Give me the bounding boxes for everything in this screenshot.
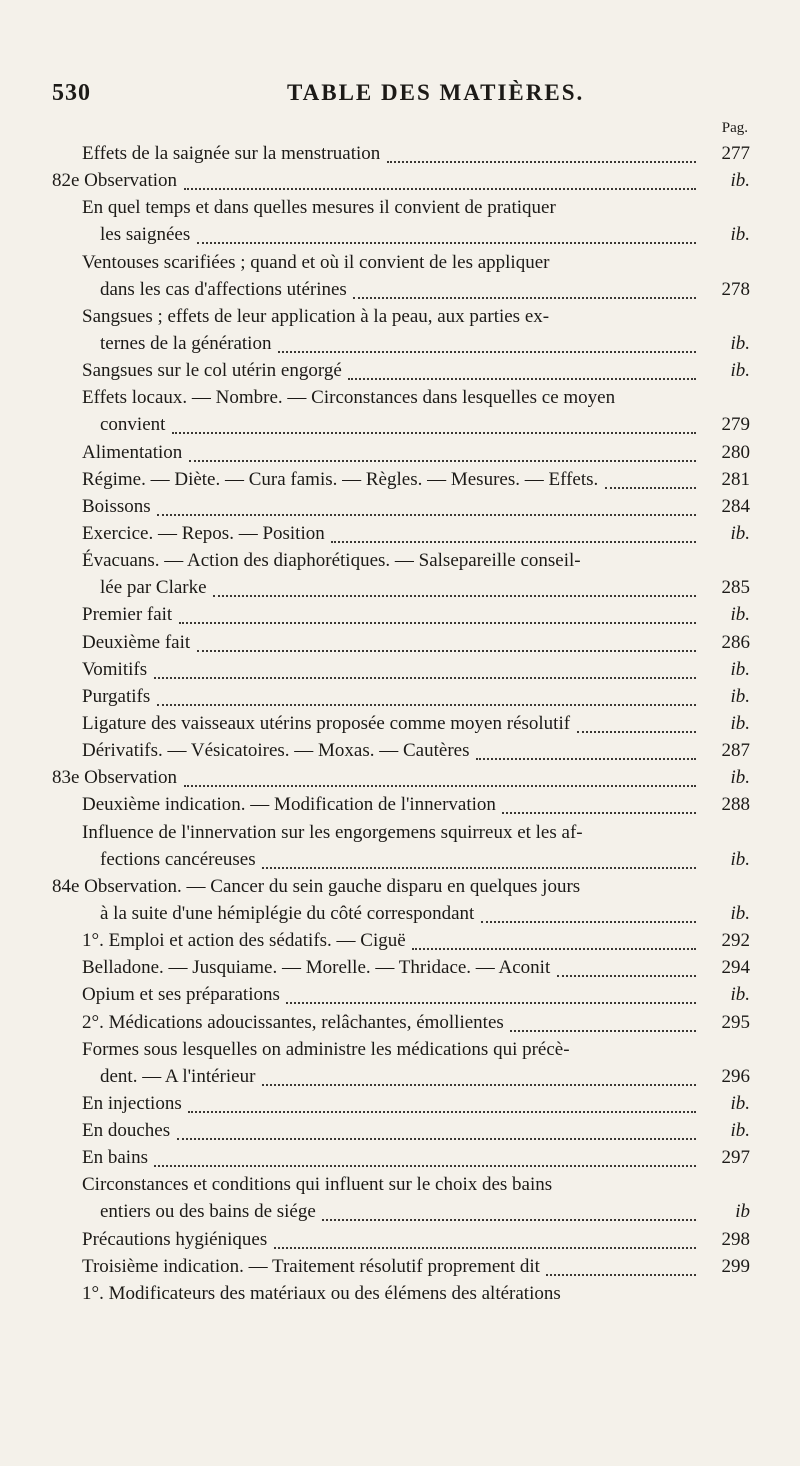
toc-entry-text: En douches [82, 1120, 171, 1142]
toc-entry-text: Opium et ses préparations [82, 984, 280, 1006]
toc-entry-text: Deuxième fait [82, 631, 191, 653]
toc-entry [0, 574, 800, 601]
dot-leader [184, 186, 696, 190]
toc-entry-text: Vomitifs [82, 658, 148, 680]
toc-entry [0, 873, 800, 900]
dot-leader [157, 512, 696, 516]
toc-entry-text: ternes de la génération [100, 332, 272, 354]
dot-leader [172, 430, 696, 434]
toc-entry [0, 954, 800, 981]
toc-entry-text: Formes sous lesquelles on administre les médications qui précè- [82, 1038, 570, 1060]
toc-page-number: ib. [730, 332, 750, 354]
toc-entry-text: Deuxième indication. — Modification de l'innervation [82, 794, 496, 816]
toc-page-number: ib. [730, 685, 750, 707]
toc-page-number: ib. [730, 658, 750, 680]
toc-entry [0, 1009, 800, 1036]
toc-entry [0, 601, 800, 628]
dot-leader [197, 240, 696, 244]
dot-leader [577, 729, 696, 733]
dot-leader [274, 1245, 696, 1249]
toc-entry [0, 493, 800, 520]
toc-entry [0, 1090, 800, 1117]
toc-page-number: ib [735, 1201, 750, 1223]
toc-entry [0, 900, 800, 927]
dot-leader [197, 648, 696, 652]
toc-page-number: 287 [721, 740, 750, 762]
toc-entry [0, 710, 800, 737]
toc-entry-text: 2°. Médications adoucissantes, relâchantes, émollientes [82, 1011, 504, 1033]
dot-leader [412, 946, 696, 950]
toc-entry [0, 1117, 800, 1144]
toc-page-number: 284 [721, 495, 750, 517]
dot-leader [353, 295, 696, 299]
toc-page-number: ib. [730, 767, 750, 789]
toc-entry-text: Troisième indication. — Traitement résolutif proprement dit [82, 1255, 540, 1277]
dot-leader [476, 756, 696, 760]
toc-entry [0, 357, 800, 384]
toc-entry [0, 249, 800, 276]
page-title: TABLE DES MATIÈRES. [287, 80, 585, 105]
toc-entry [0, 384, 800, 411]
toc-entry-text: Ligature des vaisseaux utérins proposée comme moyen résolutif [82, 712, 571, 734]
toc-entry-text: Effets locaux. — Nombre. — Circonstances dans lesquelles ce moyen [82, 387, 616, 409]
toc-entry-text: Dérivatifs. — Vésicatoires. — Moxas. — Cautères [82, 740, 470, 762]
toc-page-number: 285 [721, 577, 750, 599]
toc-page-number: 288 [721, 794, 750, 816]
toc-page-number: 298 [721, 1228, 750, 1250]
dot-leader [546, 1272, 696, 1276]
toc-entry [0, 167, 800, 194]
toc-page-number: ib. [730, 360, 750, 382]
toc-entry [0, 1171, 800, 1198]
toc-entry-text: En bains [82, 1147, 148, 1169]
toc-page-number: ib. [730, 712, 750, 734]
dot-leader [154, 1163, 696, 1167]
toc-entry [0, 1144, 800, 1171]
toc-entry [0, 520, 800, 547]
toc-entry [0, 194, 800, 221]
toc-entry-text: convient [100, 414, 166, 436]
toc-entry [0, 819, 800, 846]
dot-leader [189, 458, 696, 462]
toc-entry-text: 83e Observation [52, 767, 178, 789]
toc-entry-text: Régime. — Diète. — Cura famis. — Règles. — Mesures. — Effets. [82, 468, 599, 490]
toc-page-number: 296 [721, 1065, 750, 1087]
toc-entry-text: fections cancéreuses [100, 848, 256, 870]
toc-page-number: ib. [730, 522, 750, 544]
toc-entry-text: Premier fait [82, 604, 173, 626]
toc-entry [0, 1036, 800, 1063]
toc-entry [0, 547, 800, 574]
dot-leader [177, 1136, 696, 1140]
dot-leader [262, 1082, 696, 1086]
dot-leader [387, 159, 696, 163]
toc-entry [0, 466, 800, 493]
toc-entry [0, 927, 800, 954]
dot-leader [278, 349, 696, 353]
toc-entry-text: lée par Clarke [100, 577, 207, 599]
toc-page-number: 277 [721, 143, 750, 164]
dot-leader [481, 919, 696, 923]
toc-page-number: ib. [730, 604, 750, 626]
dot-leader [605, 485, 696, 489]
toc-entry [0, 221, 800, 248]
toc-entry-text: 1°. Modificateurs des matériaux ou des élémens des altérations [82, 1282, 561, 1304]
toc-page-number: 294 [721, 957, 750, 979]
dot-leader [502, 810, 696, 814]
dot-leader [184, 783, 696, 787]
dot-leader [348, 376, 696, 380]
dot-leader [331, 539, 696, 543]
dot-leader [262, 865, 696, 869]
toc-entry [0, 629, 800, 656]
page-header [52, 80, 740, 114]
toc-page-number: ib. [730, 224, 750, 246]
toc-entry-text: dent. — A l'intérieur [100, 1065, 256, 1087]
toc-entry-text: Ventouses scarifiées ; quand et où il convient de les appliquer [82, 251, 550, 273]
toc-entry [0, 764, 800, 791]
toc-entry [0, 1280, 800, 1307]
toc-entry [0, 276, 800, 303]
toc-entry-text: les saignées [100, 224, 191, 246]
toc-entry-text: Précautions hygiéniques [82, 1228, 268, 1250]
toc-entry-text: 82e Observation [52, 170, 178, 192]
toc-page-number: ib. [730, 848, 750, 870]
dot-leader [157, 702, 696, 706]
dot-leader [286, 1000, 696, 1004]
pag-column-label: Pag. [721, 120, 748, 136]
dot-leader [322, 1217, 696, 1221]
toc-page-number: 286 [721, 631, 750, 653]
dot-leader [188, 1109, 696, 1113]
page-number: 530 [52, 80, 91, 106]
toc-page-number: ib. [730, 984, 750, 1006]
toc-page-number: 292 [721, 930, 750, 952]
toc-page-number: 299 [721, 1255, 750, 1277]
toc-page-number: 295 [721, 1011, 750, 1033]
toc-entry [0, 737, 800, 764]
toc-page-number: ib. [730, 1092, 750, 1114]
toc-entry-text: Influence de l'innervation sur les engorgemens squirreux et les af- [82, 821, 583, 843]
toc-entry [0, 1226, 800, 1253]
toc-page-number: 297 [721, 1147, 750, 1169]
toc-entry-text: Alimentation [82, 441, 183, 463]
toc-entry-text: Sangsues ; effets de leur application à la peau, aux parties ex- [82, 305, 550, 327]
toc-entry [0, 303, 800, 330]
toc-entry [0, 656, 800, 683]
toc-entry-text: Boissons [82, 495, 151, 517]
toc-entry-text: Effets de la saignée sur la menstruation [82, 143, 381, 164]
toc-page-number: ib. [730, 1120, 750, 1142]
toc-page-number: 281 [721, 468, 750, 490]
toc-entry [0, 846, 800, 873]
toc-entry [0, 683, 800, 710]
toc-page-number: ib. [730, 170, 750, 192]
toc-entry [0, 140, 800, 167]
toc-entry-text: Belladone. — Jusquiame. — Morelle. — Thridace. — Aconit [82, 957, 551, 979]
toc-entry [0, 1198, 800, 1225]
toc-entry-text: En quel temps et dans quelles mesures il convient de pratiquer [82, 197, 556, 219]
toc-entry-text: Exercice. — Repos. — Position [82, 522, 325, 544]
toc-entry-text: Sangsues sur le col utérin engorgé [82, 360, 342, 382]
dot-leader [154, 675, 696, 679]
dot-leader [213, 593, 696, 597]
dot-leader [179, 620, 696, 624]
toc-page-number: 279 [721, 414, 750, 436]
dot-leader [557, 973, 696, 977]
toc-entry [0, 1253, 800, 1280]
toc-entry [0, 439, 800, 466]
toc-entry [0, 791, 800, 818]
toc-entry-text: 1°. Emploi et action des sédatifs. — Ciguë [82, 930, 406, 952]
toc-page-number: 278 [721, 278, 750, 300]
dot-leader [510, 1028, 696, 1032]
toc-entry-text: à la suite d'une hémiplégie du côté correspondant [100, 902, 475, 924]
toc-entry-text: Purgatifs [82, 685, 151, 707]
toc-entry-text: entiers ou des bains de siége [100, 1201, 316, 1223]
toc-page-number: 280 [721, 441, 750, 463]
toc-entry [0, 1063, 800, 1090]
toc-entry-text: Circonstances et conditions qui influent sur le choix des bains [82, 1174, 553, 1196]
toc-entry-text: 84e Observation. — Cancer du sein gauche disparu en quelques jours [52, 875, 581, 897]
toc-entry-text: En injections [82, 1092, 182, 1114]
toc-entry [0, 330, 800, 357]
toc-entry-text: dans les cas d'affections utérines [100, 278, 347, 300]
toc-entry [0, 981, 800, 1008]
toc-entry [0, 411, 800, 438]
table-of-contents [0, 140, 800, 1307]
toc-entry-text: Évacuans. — Action des diaphorétiques. — Salsepareille conseil- [82, 550, 581, 572]
toc-page-number: ib. [730, 902, 750, 924]
